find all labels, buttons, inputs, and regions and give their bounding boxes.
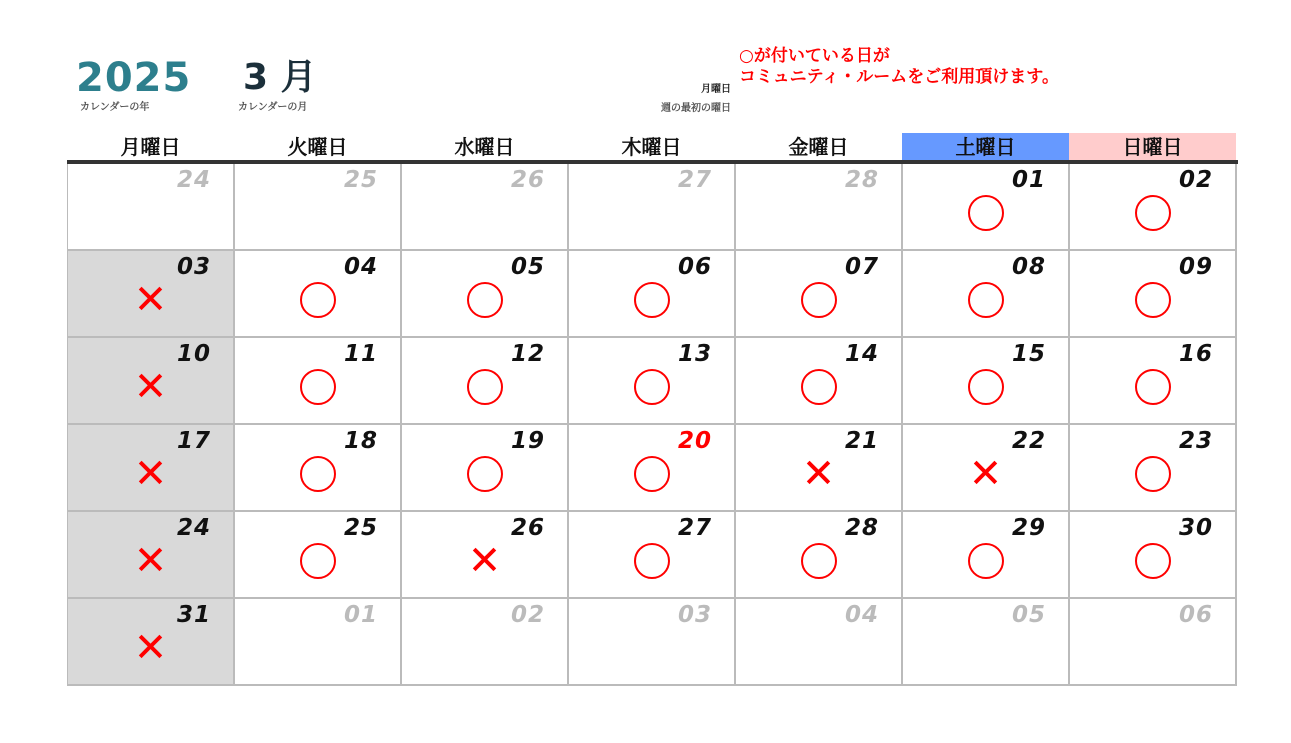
day-cell bbox=[736, 164, 903, 251]
notice-line-2: コミュニティ・ルームをご利用頂けます。 bbox=[739, 67, 1059, 87]
weekday-tue: 火曜日 bbox=[287, 135, 348, 159]
day-number: 11 bbox=[343, 341, 378, 367]
weekday-header bbox=[67, 133, 1238, 164]
day-cell bbox=[569, 599, 736, 686]
day-number: 01 bbox=[1011, 167, 1046, 193]
day-number: 04 bbox=[844, 602, 879, 628]
day-number: 18 bbox=[343, 428, 378, 454]
weekday-wed: 水曜日 bbox=[454, 135, 515, 159]
weekday-thu: 木曜日 bbox=[621, 135, 682, 159]
day-number: 09 bbox=[1178, 254, 1213, 280]
day-cell bbox=[1070, 599, 1237, 686]
calendar-year: 2025 bbox=[76, 55, 192, 101]
day-number: 05 bbox=[510, 254, 545, 280]
day-number: 22 bbox=[1011, 428, 1046, 454]
day-cell bbox=[1070, 512, 1237, 599]
day-cell bbox=[235, 425, 402, 512]
day-cell bbox=[402, 251, 569, 338]
day-cell bbox=[68, 338, 235, 425]
available-circle-icon bbox=[1135, 282, 1171, 318]
day-number: 24 bbox=[176, 167, 211, 193]
unavailable-cross-icon: ✕ bbox=[133, 364, 168, 411]
day-number: 29 bbox=[1011, 515, 1046, 541]
day-number: 25 bbox=[343, 167, 378, 193]
day-cell bbox=[235, 599, 402, 686]
day-cell bbox=[736, 251, 903, 338]
day-cell bbox=[903, 599, 1070, 686]
day-number: 02 bbox=[1178, 167, 1213, 193]
weekday-mon: 月曜日 bbox=[120, 135, 181, 159]
day-number: 12 bbox=[510, 341, 545, 367]
availability-notice bbox=[739, 46, 1059, 88]
available-circle-icon bbox=[300, 543, 336, 579]
available-circle-icon bbox=[634, 543, 670, 579]
day-number: 08 bbox=[1011, 254, 1046, 280]
day-number: 06 bbox=[1178, 602, 1213, 628]
day-number: 03 bbox=[176, 254, 211, 280]
day-cell bbox=[68, 164, 235, 251]
day-number: 16 bbox=[1178, 341, 1213, 367]
available-circle-icon bbox=[634, 282, 670, 318]
day-number: 26 bbox=[510, 515, 545, 541]
day-cell bbox=[903, 338, 1070, 425]
available-circle-icon bbox=[467, 282, 503, 318]
notice-line-1: ○が付いている日が bbox=[739, 46, 890, 66]
day-number: 21 bbox=[844, 428, 879, 454]
day-number: 20 bbox=[677, 428, 712, 454]
available-circle-icon bbox=[1135, 369, 1171, 405]
available-circle-icon bbox=[968, 282, 1004, 318]
day-cell bbox=[903, 164, 1070, 251]
day-cell bbox=[235, 512, 402, 599]
day-cell bbox=[68, 251, 235, 338]
day-cell bbox=[402, 512, 569, 599]
calendar-year-caption: カレンダーの年 bbox=[80, 102, 150, 113]
weekday-sun: 日曜日 bbox=[1069, 133, 1236, 160]
day-number: 30 bbox=[1178, 515, 1213, 541]
day-number: 25 bbox=[343, 515, 378, 541]
day-cell bbox=[736, 512, 903, 599]
available-circle-icon bbox=[467, 369, 503, 405]
week-start-day: 月曜日 bbox=[701, 84, 731, 95]
day-cell bbox=[235, 338, 402, 425]
calendar-month: 3 月 bbox=[243, 57, 317, 98]
unavailable-cross-icon: ✕ bbox=[133, 451, 168, 498]
unavailable-cross-icon: ✕ bbox=[968, 451, 1003, 498]
weekday-fri: 金曜日 bbox=[788, 135, 849, 159]
unavailable-cross-icon: ✕ bbox=[133, 277, 168, 324]
available-circle-icon bbox=[300, 369, 336, 405]
day-number: 07 bbox=[844, 254, 879, 280]
day-cell bbox=[569, 338, 736, 425]
unavailable-cross-icon: ✕ bbox=[133, 538, 168, 585]
day-cell bbox=[736, 599, 903, 686]
week-start-day-caption: 週の最初の曜日 bbox=[661, 103, 731, 114]
day-cell bbox=[569, 425, 736, 512]
day-cell bbox=[402, 338, 569, 425]
available-circle-icon bbox=[801, 543, 837, 579]
available-circle-icon bbox=[1135, 195, 1171, 231]
available-circle-icon bbox=[968, 369, 1004, 405]
day-cell bbox=[68, 599, 235, 686]
day-number: 17 bbox=[176, 428, 211, 454]
day-number: 28 bbox=[844, 515, 879, 541]
available-circle-icon bbox=[634, 456, 670, 492]
day-number: 26 bbox=[510, 167, 545, 193]
available-circle-icon bbox=[1135, 456, 1171, 492]
day-number: 19 bbox=[510, 428, 545, 454]
day-number: 06 bbox=[677, 254, 712, 280]
day-number: 04 bbox=[343, 254, 378, 280]
day-number: 05 bbox=[1011, 602, 1046, 628]
day-number: 13 bbox=[677, 341, 712, 367]
day-number: 31 bbox=[176, 602, 211, 628]
day-cell bbox=[569, 251, 736, 338]
day-cell bbox=[402, 425, 569, 512]
day-number: 27 bbox=[677, 515, 712, 541]
unavailable-cross-icon: ✕ bbox=[467, 538, 502, 585]
day-cell bbox=[569, 512, 736, 599]
day-cell bbox=[1070, 251, 1237, 338]
calendar-grid bbox=[67, 164, 1238, 686]
day-cell bbox=[569, 164, 736, 251]
day-cell bbox=[1070, 164, 1237, 251]
day-number: 24 bbox=[176, 515, 211, 541]
day-cell bbox=[1070, 338, 1237, 425]
day-cell bbox=[235, 251, 402, 338]
unavailable-cross-icon: ✕ bbox=[133, 625, 168, 672]
day-number: 01 bbox=[343, 602, 378, 628]
day-cell bbox=[68, 512, 235, 599]
day-number: 15 bbox=[1011, 341, 1046, 367]
available-circle-icon bbox=[801, 282, 837, 318]
day-number: 27 bbox=[677, 167, 712, 193]
day-cell bbox=[736, 425, 903, 512]
day-cell bbox=[1070, 425, 1237, 512]
day-cell bbox=[903, 251, 1070, 338]
available-circle-icon bbox=[300, 456, 336, 492]
day-cell bbox=[736, 338, 903, 425]
available-circle-icon bbox=[467, 456, 503, 492]
available-circle-icon bbox=[801, 369, 837, 405]
day-number: 03 bbox=[677, 602, 712, 628]
day-number: 02 bbox=[510, 602, 545, 628]
day-number: 28 bbox=[844, 167, 879, 193]
calendar-month-caption: カレンダーの月 bbox=[238, 102, 308, 113]
day-number: 23 bbox=[1178, 428, 1213, 454]
day-cell bbox=[235, 164, 402, 251]
available-circle-icon bbox=[1135, 543, 1171, 579]
available-circle-icon bbox=[300, 282, 336, 318]
unavailable-cross-icon: ✕ bbox=[801, 451, 836, 498]
calendar bbox=[67, 133, 1238, 686]
available-circle-icon bbox=[634, 369, 670, 405]
day-cell bbox=[402, 164, 569, 251]
day-cell bbox=[402, 599, 569, 686]
day-cell bbox=[903, 512, 1070, 599]
day-cell bbox=[903, 425, 1070, 512]
day-number: 10 bbox=[176, 341, 211, 367]
day-cell bbox=[68, 425, 235, 512]
weekday-sat: 土曜日 bbox=[902, 133, 1069, 160]
available-circle-icon bbox=[968, 195, 1004, 231]
day-number: 14 bbox=[844, 341, 879, 367]
available-circle-icon bbox=[968, 543, 1004, 579]
